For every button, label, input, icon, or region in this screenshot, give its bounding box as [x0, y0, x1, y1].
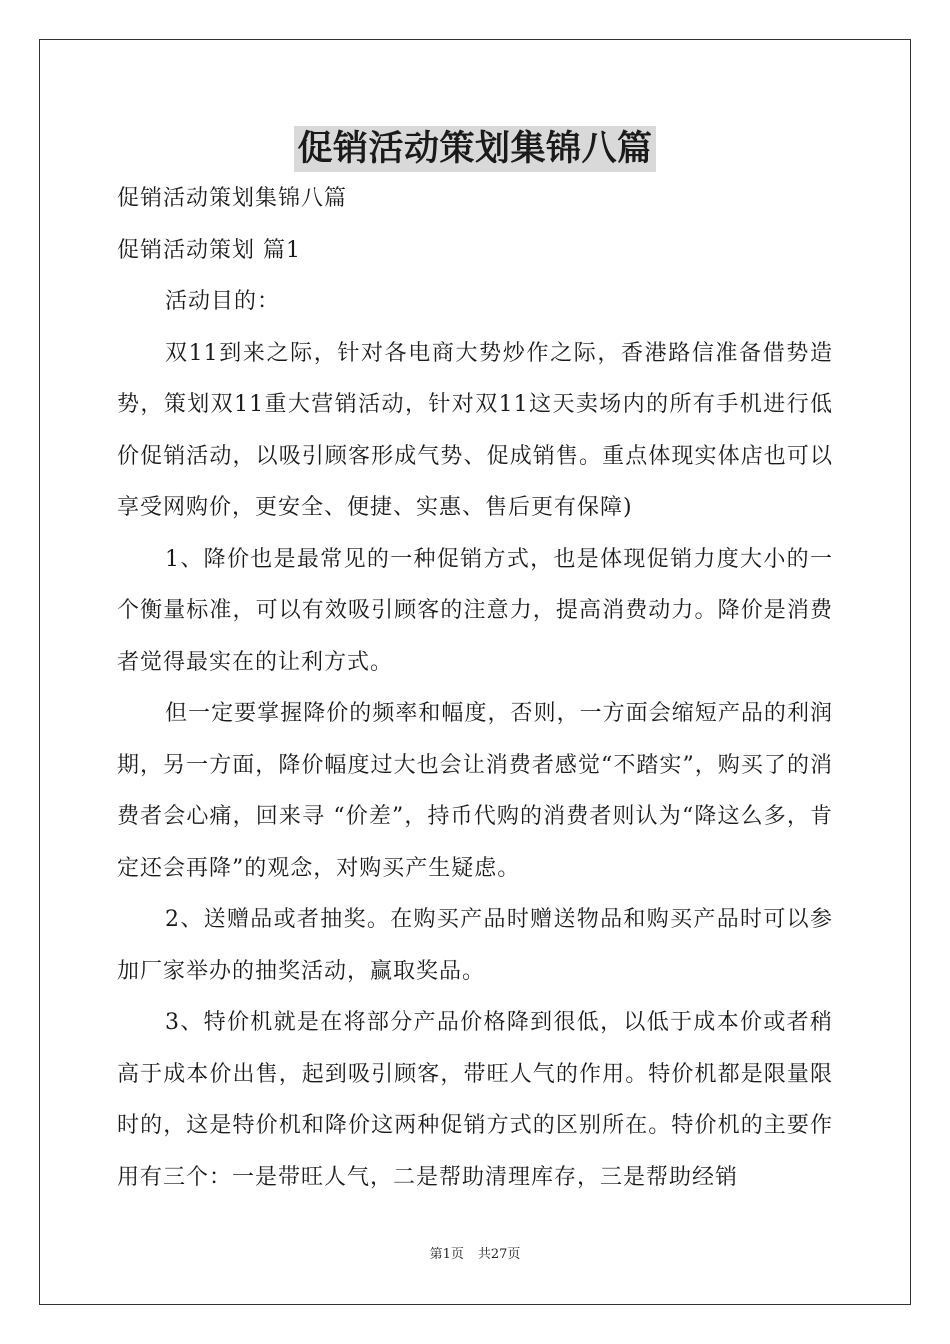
paragraph-point-3: 3、特价机就是在将部分产品价格降到很低，以低于成本价或者稍高于成本价出售，起到吸引顾客，带旺人气的作用。特价机都是限量限时的，这是特价机和降价这两种促销方式的区别所在。特价机的主要作用有三个：一是带旺人气，二是帮助清理库存，三是帮助经销 — [117, 1010, 833, 1190]
page-footer — [0, 1246, 950, 1264]
subtitle-line: 促销活动策划集锦八篇 — [117, 186, 348, 211]
paragraph-intro: 双11到来之际，针对各电商大势炒作之际，香港路信准备借势造势，策划双11重大营销活动，针对双11这天卖场内的所有手机进行低价促销活动，以吸引顾客形成气势、促成销售。重点体现实体店也可以享受网购价，更安全、便捷、实惠、售后更有保障) — [117, 340, 833, 520]
paragraph-price-caution: 但一定要掌握降价的频率和幅度，否则，一方面会缩短产品的利润期，另一方面，降价幅度过大也会让消费者感觉“不踏实”，购买了的消费者会心痛，回来寻 “价差”，持币代购的消费者则认为“降这么多，肯定还会再降”的观念，对购买产生疑虑。 — [117, 701, 833, 881]
page-number: 第1页 — [429, 1247, 464, 1262]
page-total: 共27页 — [477, 1247, 521, 1262]
paragraph-point-1: 1、降价也是最常见的一种促销方式，也是体现促销力度大小的一个衡量标准，可以有效吸引顾客的注意力，提高消费动力。降价是消费者觉得最实在的让利方式。 — [117, 546, 833, 675]
paragraph-purpose-label: 活动目的： — [165, 289, 281, 314]
title-container — [0, 126, 950, 172]
document-body — [117, 173, 833, 1203]
section-heading: 促销活动策划 篇1 — [117, 237, 301, 263]
paragraph-point-2: 2、送赠品或者抽奖。在购买产品时赠送物品和购买产品时可以参加厂家举办的抽奖活动，赢取奖品。 — [117, 907, 833, 984]
document-title: 促销活动策划集锦八篇 — [294, 126, 655, 172]
